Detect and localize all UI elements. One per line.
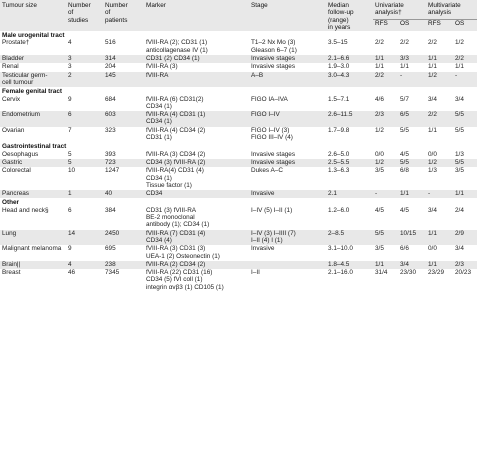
row-studies: 3: [66, 55, 103, 63]
table-row: [0, 55, 477, 63]
row-marker: fVIII-RA: [144, 72, 249, 88]
row-univariate-rfs: 1/1: [373, 55, 398, 63]
row-followup: 3.5–15: [328, 39, 348, 47]
row-marker: CD31 (3) fVIII-RA BE-2 monoclonal antibody (1); CD34 (1): [146, 206, 210, 229]
section-header-row: [0, 31, 477, 39]
table-row: [0, 127, 477, 143]
row-multivariate-os: 3/5: [455, 167, 464, 175]
row-tumour-name: Head and neck§: [2, 206, 49, 214]
row-tumour-name: Brain||: [0, 261, 66, 269]
row-followup: 2.6–11.5: [326, 111, 373, 127]
row-multivariate-rfs: 2/2: [426, 111, 453, 127]
row-stage: Invasive: [251, 245, 275, 253]
row-patients: 1247: [105, 167, 120, 175]
row-univariate-os: 5/5: [400, 126, 409, 134]
row-univariate-os: 6/6: [400, 245, 409, 253]
row-studies: 3: [68, 63, 72, 71]
row-studies: 9: [68, 245, 72, 253]
row-univariate-os: 6/5: [398, 111, 426, 127]
row-multivariate-os: 1/1: [453, 190, 477, 198]
header-stage: Stage: [249, 0, 326, 31]
row-studies: 2: [66, 72, 103, 88]
row-studies: 4: [68, 39, 72, 47]
row-patients: 40: [103, 190, 144, 198]
row-multivariate-rfs: 1/1: [426, 261, 453, 269]
row-multivariate-os: 5/5: [453, 111, 477, 127]
row-multivariate-rfs: 1/3: [428, 167, 437, 175]
row-univariate-rfs: -: [373, 190, 398, 198]
row-stage: T1–2 Nx Mo (3) Gleason 6–7 (1): [251, 39, 297, 54]
section-title: Other: [2, 199, 20, 207]
row-patients: 516: [105, 39, 116, 47]
row-patients: 2450: [103, 230, 144, 246]
section-title: Female genital tract: [2, 88, 63, 96]
row-multivariate-rfs: 1/1: [428, 63, 437, 71]
row-multivariate-os: 1/3: [455, 150, 464, 158]
row-marker: fVIII-RA (22) CD31 (16) CD34 (5) fVI coll (1) integrin αvβ3 (1) CD105 (1): [146, 269, 224, 291]
row-marker: fVIII-RA (3): [146, 63, 178, 71]
row-multivariate-rfs: 0/0: [428, 245, 437, 253]
row-patients: 323: [105, 126, 116, 134]
table-row: [0, 269, 477, 292]
row-univariate-os: 3/3: [398, 55, 426, 63]
row-multivariate-os: 5/5: [453, 159, 477, 167]
row-studies: 6: [66, 111, 103, 127]
row-tumour-name: Endometrium: [0, 111, 66, 127]
row-multivariate-rfs: 1/2: [426, 72, 453, 88]
row-tumour-name: Oesophagus: [2, 150, 39, 158]
row-univariate-os: 5/5: [398, 159, 426, 167]
row-marker: fVIII-RA (2); CD31 (1) anticollagenase IV (1): [146, 39, 208, 54]
row-tumour-name: Ovarian: [2, 126, 25, 134]
row-marker: fVIII-RA (7) CD31 (4) CD34 (4): [144, 230, 249, 246]
row-univariate-os: -: [398, 72, 426, 88]
row-studies: 5: [66, 159, 103, 167]
row-studies: 5: [68, 150, 72, 158]
row-multivariate-os: 2/2: [453, 55, 477, 63]
row-multivariate-os: 2/3: [453, 261, 477, 269]
table-row: [0, 159, 477, 167]
row-tumour-name: Lung: [0, 230, 66, 246]
header-univariate-rfs: RFS: [373, 20, 398, 31]
row-univariate-os: 2/2: [400, 39, 409, 47]
row-marker: fVIII-RA(4) CD31 (4) CD34 (1) Tissue factor (1): [146, 167, 204, 189]
header-marker: Marker: [144, 0, 249, 31]
row-followup: 2.5–5.5: [326, 159, 373, 167]
row-univariate-rfs: 3/5: [375, 245, 384, 253]
row-multivariate-os: 3/4: [455, 245, 464, 253]
row-univariate-rfs: 0/0: [375, 150, 384, 158]
row-multivariate-os: 1/1: [455, 63, 464, 71]
row-univariate-os: 4/5: [400, 206, 409, 214]
table-row: [0, 72, 477, 88]
row-multivariate-rfs: 23/29: [428, 269, 444, 277]
row-patients: 393: [105, 150, 116, 158]
row-marker: CD34 (3) fVIII-RA (2): [144, 159, 249, 167]
row-univariate-os: 3/4: [398, 261, 426, 269]
table-header: [0, 0, 477, 31]
row-studies: 6: [68, 206, 72, 214]
row-followup: 3.0–4.3: [326, 72, 373, 88]
row-stage: Invasive stages: [251, 150, 296, 158]
row-multivariate-os: 20/23: [455, 269, 471, 277]
row-followup: 1.7–9.8: [328, 126, 350, 134]
row-studies: 4: [66, 261, 103, 269]
row-univariate-rfs: 1/2: [375, 126, 384, 134]
row-marker: fVIII-RA (2) CD34 (2): [144, 261, 249, 269]
row-marker: CD31 (2) CD34 (1): [144, 55, 249, 63]
header-tumour-size: Tumour size: [0, 0, 66, 31]
row-followup: 1.5–7.1: [328, 95, 350, 103]
row-studies: 7: [68, 126, 72, 134]
row-univariate-rfs: 1/1: [373, 261, 398, 269]
header-univariate-os: OS: [398, 20, 426, 31]
table-row: [0, 151, 477, 159]
header-median-follow-up: Median follow-up (range) in years: [326, 0, 373, 31]
row-followup: 2.1–6.6: [326, 55, 373, 63]
row-univariate-rfs: 4/6: [375, 95, 384, 103]
row-multivariate-os: 2/9: [453, 230, 477, 246]
table-row: [0, 111, 477, 127]
row-followup: 3.1–10.0: [328, 245, 353, 253]
row-patients: 145: [103, 72, 144, 88]
row-stage: Dukes A–C: [251, 167, 283, 175]
row-univariate-rfs: 3/5: [375, 167, 384, 175]
row-multivariate-rfs: 3/4: [428, 95, 437, 103]
row-studies: 1: [66, 190, 103, 198]
row-univariate-os: 5/7: [400, 95, 409, 103]
row-multivariate-rfs: 1/1: [426, 230, 453, 246]
header-number-of-studies: Number of studies: [66, 0, 103, 31]
row-univariate-rfs: 1/1: [375, 63, 384, 71]
table-row: [0, 245, 477, 261]
row-tumour-name: Testicular germ- cell tumour: [0, 72, 66, 88]
row-multivariate-rfs: 1/2: [426, 159, 453, 167]
header-multivariate-rfs: RFS: [426, 20, 453, 31]
section-header-row: [0, 87, 477, 95]
row-stage: I–IV (3) I–IIII (7) I–II (4) I (1): [249, 230, 326, 246]
row-univariate-os: 4/5: [400, 150, 409, 158]
row-patients: 204: [105, 63, 116, 71]
row-marker: CD34: [144, 190, 249, 198]
row-studies: 10: [68, 167, 76, 175]
header-univariate-analysis: Univariate analysis†: [373, 0, 426, 20]
row-patients: 238: [103, 261, 144, 269]
table-row: [0, 39, 477, 55]
row-patients: 603: [103, 111, 144, 127]
row-univariate-os: 23/30: [400, 269, 416, 277]
row-univariate-os: 1/1: [398, 190, 426, 198]
row-tumour-name: Renal: [2, 63, 19, 71]
row-studies: 9: [68, 95, 72, 103]
row-stage: Invasive: [249, 190, 326, 198]
row-multivariate-os: -: [453, 72, 477, 88]
row-followup: 2.1: [326, 190, 373, 198]
row-tumour-name: Gastric: [0, 159, 66, 167]
row-patients: 695: [105, 245, 116, 253]
row-followup: 1.8–4.5: [326, 261, 373, 269]
row-univariate-rfs: 31/4: [375, 269, 388, 277]
row-univariate-rfs: 2/2: [375, 39, 384, 47]
row-tumour-name: Malignant melanoma: [2, 245, 62, 253]
table-row: [0, 261, 477, 269]
header-multivariate-os: OS: [453, 20, 477, 31]
table-row: [0, 190, 477, 198]
table-row: [0, 63, 477, 71]
row-tumour-name: Pancreas: [0, 190, 66, 198]
row-stage: Invasive stages: [251, 63, 296, 71]
table-row: [0, 96, 477, 112]
row-patients: 384: [105, 206, 116, 214]
row-stage: FIGO IA–IVA: [251, 95, 288, 103]
row-stage: FIGO I–IV (3) FIGO III–IV (4): [251, 126, 293, 142]
section-header-row: [0, 198, 477, 206]
row-multivariate-rfs: 1/1: [428, 126, 437, 134]
row-multivariate-rfs: -: [426, 190, 453, 198]
row-tumour-name: Cervix: [2, 95, 21, 103]
row-tumour-name: Prostate†: [2, 39, 30, 47]
table-row: [0, 230, 477, 246]
row-followup: 1.3–6.3: [328, 167, 350, 175]
row-stage: A–B: [249, 72, 326, 88]
row-stage: I–IV (5) I–II (1): [251, 206, 293, 214]
row-patients: 723: [103, 159, 144, 167]
row-marker: fVIII-RA (3) CD34 (2): [146, 150, 206, 158]
row-studies: 46: [68, 269, 76, 277]
row-patients: 684: [105, 95, 116, 103]
row-studies: 14: [66, 230, 103, 246]
row-followup: 1.2–6.0: [328, 206, 350, 214]
row-followup: 1.9–3.0: [328, 63, 350, 71]
row-multivariate-os: 3/4: [455, 95, 464, 103]
header-number-of-patients: Number of patients: [103, 0, 144, 31]
row-univariate-rfs: 5/5: [373, 230, 398, 246]
row-patients: 7345: [105, 269, 120, 277]
row-stage: Invasive stages: [249, 55, 326, 63]
row-univariate-rfs: 2/2: [373, 72, 398, 88]
row-marker: fVIII-RA (4) CD31 (1) CD34 (1): [144, 111, 249, 127]
row-followup: 2–8.5: [326, 230, 373, 246]
table-body: [0, 31, 477, 292]
row-stage: Invasive stages: [249, 159, 326, 167]
table-row: [0, 167, 477, 190]
row-patients: 314: [103, 55, 144, 63]
row-univariate-os: 6/8: [400, 167, 409, 175]
row-univariate-os: 1/1: [400, 63, 409, 71]
row-marker: fVIII-RA (4) CD34 (2) CD31 (1): [146, 126, 206, 142]
section-title: Male urogenital tract: [2, 32, 65, 40]
row-univariate-rfs: 2/3: [373, 111, 398, 127]
table-row: [0, 207, 477, 230]
row-multivariate-os: 5/5: [455, 126, 464, 134]
row-univariate-rfs: 1/2: [373, 159, 398, 167]
row-followup: 2.1–16.0: [328, 269, 353, 277]
row-univariate-rfs: 4/5: [375, 206, 384, 214]
row-followup: 2.6–5.0: [328, 150, 350, 158]
row-multivariate-rfs: 0/0: [428, 150, 437, 158]
row-tumour-name: Colorectal: [2, 167, 31, 175]
header-multivariate-analysis: Multivariate analysis: [426, 0, 477, 20]
row-stage: [249, 261, 326, 269]
row-tumour-name: Bladder: [0, 55, 66, 63]
row-multivariate-rfs: 1/1: [426, 55, 453, 63]
row-stage: I–II: [251, 269, 260, 277]
row-multivariate-rfs: 2/2: [428, 39, 437, 47]
row-marker: fVIII-RA (3) CD31 (3) UEA-1 (2) Osteonectin (1): [146, 245, 220, 260]
section-header-row: [0, 142, 477, 150]
row-tumour-name: Breast: [2, 269, 21, 277]
section-title: Gastrointestinal tract: [2, 143, 67, 151]
row-multivariate-rfs: 3/4: [428, 206, 437, 214]
row-multivariate-os: 2/4: [455, 206, 464, 214]
row-marker: fVIII-RA (6) CD31(2) CD34 (1): [146, 95, 204, 110]
row-multivariate-os: 1/2: [455, 39, 464, 47]
row-univariate-os: 10/15: [398, 230, 426, 246]
row-stage: FIGO I–IV: [249, 111, 326, 127]
